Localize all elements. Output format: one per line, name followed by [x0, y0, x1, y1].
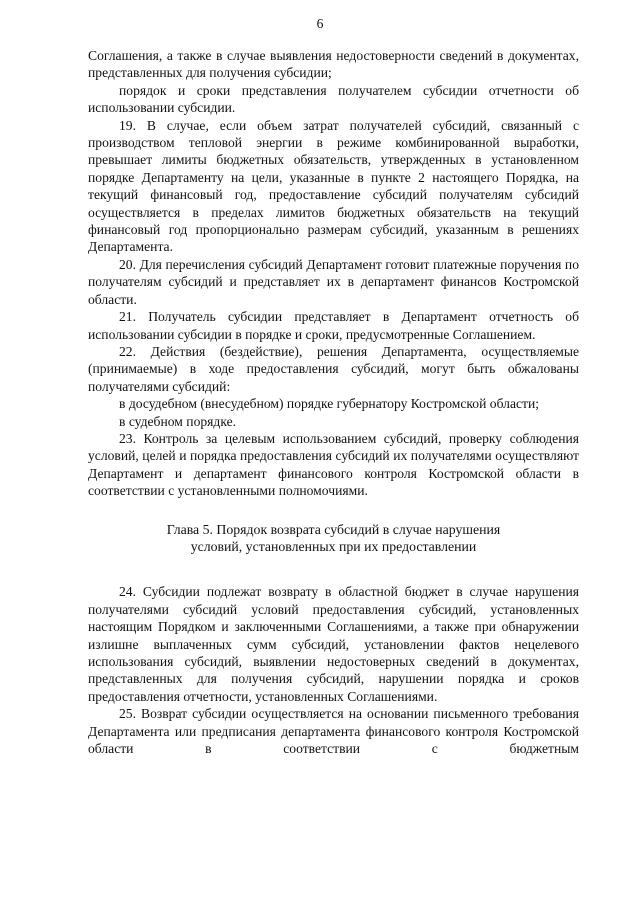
chapter-heading-line-1: Глава 5. Порядок возврата субсидий в случае нарушения: [166, 521, 501, 537]
paragraph-20: 20. Для перечисления субсидий Департамент готовит платежные поручения по получателям субсидий и представляет их в департамент финансов Костромской области.: [88, 256, 579, 307]
document-body: [88, 47, 579, 757]
paragraph-25: 25. Возврат субсидии осуществляется на основании письменного требования Департамента или предписания департамента финансового контроля Костромской области в соответствии с бюджетным: [88, 706, 579, 757]
paragraph-22-pretrial: в досудебном (внесудебном) порядке губернатору Костромской области;: [119, 396, 539, 412]
paragraph-19: 19. В случае, если объем затрат получателей субсидий, связанный с производством тепловой энергии в режиме комбинированной выработки, превышает лимиты бюджетных обязательств, утвержденных в установленном порядке Департаменту на цели, указанные в пункте 2 настоящего Порядка, на текущий финансовый год, предоставление субсидий получателям субсидий осуществляется в пределах лимитов бюджетных обязательств на текущий финансовый год пропорционально размерам субсидий, указанным в решениях Департамента.: [88, 117, 579, 255]
paragraph-22: 22. Действия (бездействие), решения Департамента, осуществляемые (принимаемые) в ходе предоставления субсидий, могут быть обжалованы получателями субсидий:: [88, 343, 579, 394]
page-number: 6: [316, 16, 324, 31]
paragraph-21: 21. Получатель субсидии представляет в Департамент отчетность об использовании субсидии в порядке и сроки, предусмотренные Соглашением.: [88, 309, 579, 342]
paragraph-reporting-procedure: порядок и сроки представления получателем субсидии отчетности об использовании субсидии.: [88, 82, 579, 116]
chapter-heading-line-2: условий, установленных при их предоставлении: [190, 538, 477, 554]
paragraph-22-judicial: в судебном порядке.: [119, 413, 237, 429]
chapter-5-heading: [88, 521, 579, 556]
paragraph-agreement-continuation: Соглашения, а также в случае выявления недостоверности сведений в документах, представленных для получения субсидии;: [88, 48, 579, 81]
paragraph-23: 23. Контроль за целевым использованием субсидий, проверку соблюдения условий, целей и порядка предоставления субсидий их получателями осуществляют Департамент и департамент финансового контроля Костромской области в соответствии с установленными полномочиями.: [88, 430, 579, 499]
paragraph-24: 24. Субсидии подлежат возврату в областной бюджет в случае нарушения получателями субсидий условий предоставления субсидий, установленных настоящим Порядком и заключенными Соглашениями, а также при обнаружении излишне выплаченных сумм субсидий, установлении фактов нецелевого использования субсидий, выявлении недостоверных сведений в документах, представленных для получения субсидий, нарушении порядка и сроков предоставления отчетности, установленных Соглашениями.: [88, 584, 579, 704]
